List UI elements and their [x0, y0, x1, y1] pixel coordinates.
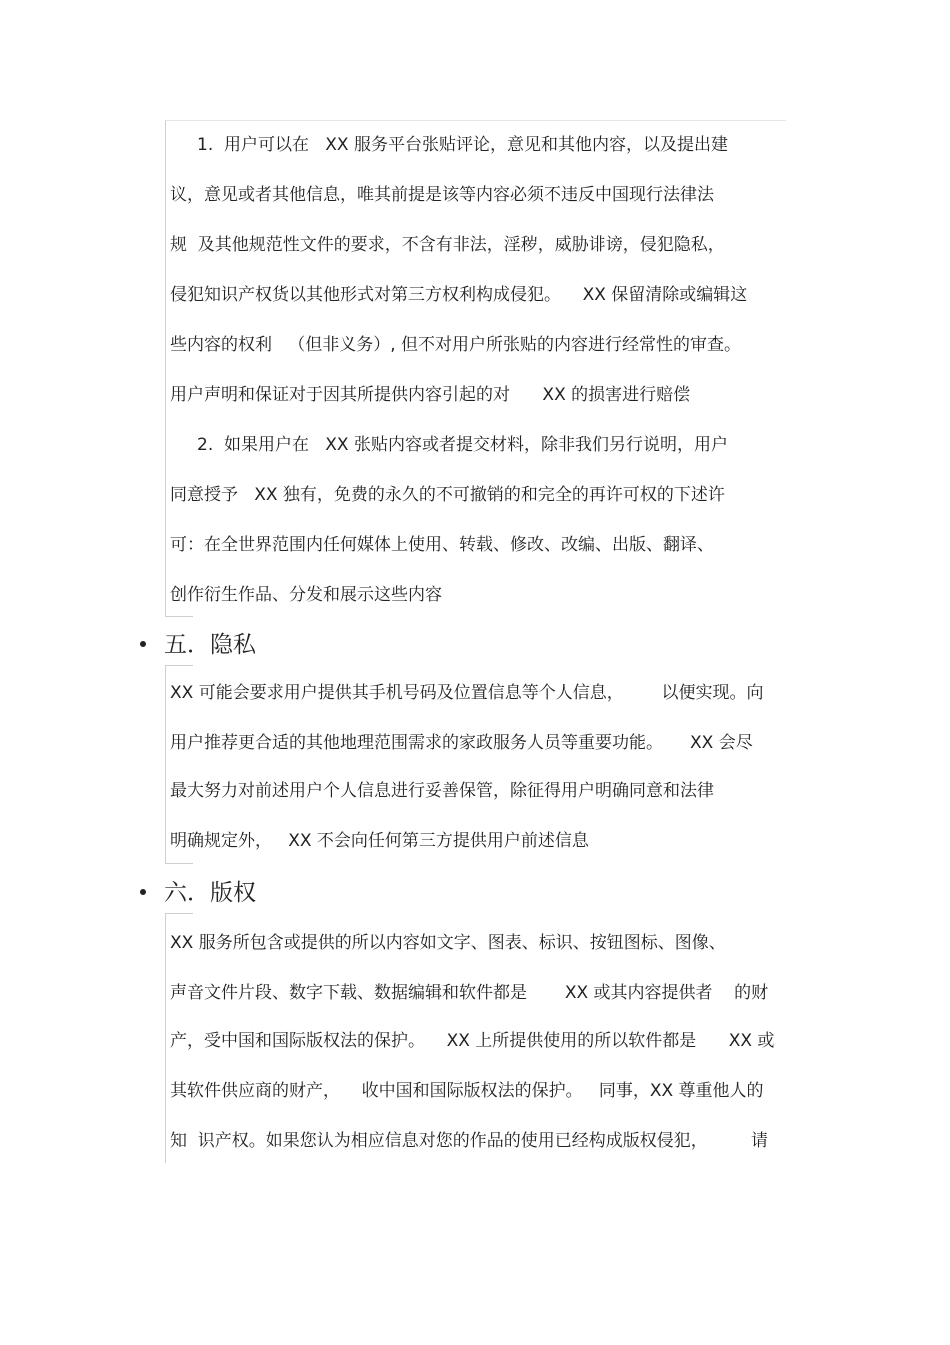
copyright-block: [165, 913, 786, 1163]
paragraph-line: 产，受中国和国际版权法的保护。 XX 上所提供使用的所以软件都是 XX 或: [170, 1031, 775, 1051]
bullet-icon: [140, 889, 146, 895]
paragraph-line: 其软件供应商的财产， 收中国和国际版权法的保护。 同事，XX 尊重他人的: [170, 1081, 764, 1101]
paragraph-line: 2. 如果用户在 XX 张贴内容或者提交材料，除非我们另行说明，用户: [170, 435, 728, 455]
paragraph-line: 用户声明和保证对于因其所提供内容引起的对 XX 的损害进行赔偿: [170, 385, 691, 405]
paragraph-line: XX 服务所包含或提供的所以内容如文字、图表、标识、按钮图标、图像、: [170, 933, 726, 953]
paragraph-line: 规 及其他规范性文件的要求，不含有非法，淫秽，威胁诽谤，侵犯隐私，: [170, 235, 725, 255]
block-rule: [165, 616, 193, 617]
section-heading-text: 六．版权: [164, 880, 256, 906]
paragraph-line: 声音文件片段、数字下载、数据编辑和软件都是 XX 或其内容提供者 的财: [170, 983, 769, 1003]
paragraph-line: XX 可能会要求用户提供其手机号码及位置信息等个人信息， 以便实现。向: [170, 683, 764, 703]
paragraph-line: 知 识产权。如果您认为相应信息对您的作品的使用已经构成版权侵犯， 请: [170, 1131, 769, 1151]
paragraph-line: 可：在全世界范围内任何媒体上使用、转载、修改、改编、出版、翻译、: [170, 535, 714, 555]
paragraph-line: 最大努力对前述用户个人信息进行妥善保管，除征得用户明确同意和法律: [170, 781, 714, 801]
paragraph-line: 创作衍生作品、分发和展示这些内容: [170, 585, 442, 605]
paragraph-line: 明确规定外， XX 不会向任何第三方提供用户前述信息: [170, 831, 589, 851]
block-rule: [165, 863, 193, 864]
paragraph-line: 同意授予 XX 独有，免费的永久的不可撤销的和完全的再许可权的下述许: [170, 485, 725, 505]
bullet-icon: [140, 641, 146, 647]
paragraph-line: 些内容的权利 （但非义务）, 但不对用户所张贴的内容进行经常性的审查。: [170, 335, 742, 355]
user-content-terms-block: [165, 120, 786, 616]
section-heading-copyright: [140, 878, 256, 908]
section-heading-text: 五．隐私: [164, 632, 256, 658]
paragraph-line: 1. 用户可以在 XX 服务平台张贴评论，意见和其他内容，以及提出建: [170, 135, 728, 155]
paragraph-line: 用户推荐更合适的其他地理范围需求的家政服务人员等重要功能。 XX 会尽: [170, 733, 753, 753]
section-heading-privacy: [140, 630, 256, 660]
paragraph-line: 议，意见或者其他信息，唯其前提是该等内容必须不违反中国现行法律法: [170, 185, 714, 205]
privacy-block: [165, 665, 786, 863]
block-rule: [165, 913, 193, 914]
paragraph-line: 侵犯知识产权货以其他形式对第三方权利构成侵犯。 XX 保留清除或编辑这: [170, 285, 748, 305]
block-rule: [165, 665, 193, 666]
